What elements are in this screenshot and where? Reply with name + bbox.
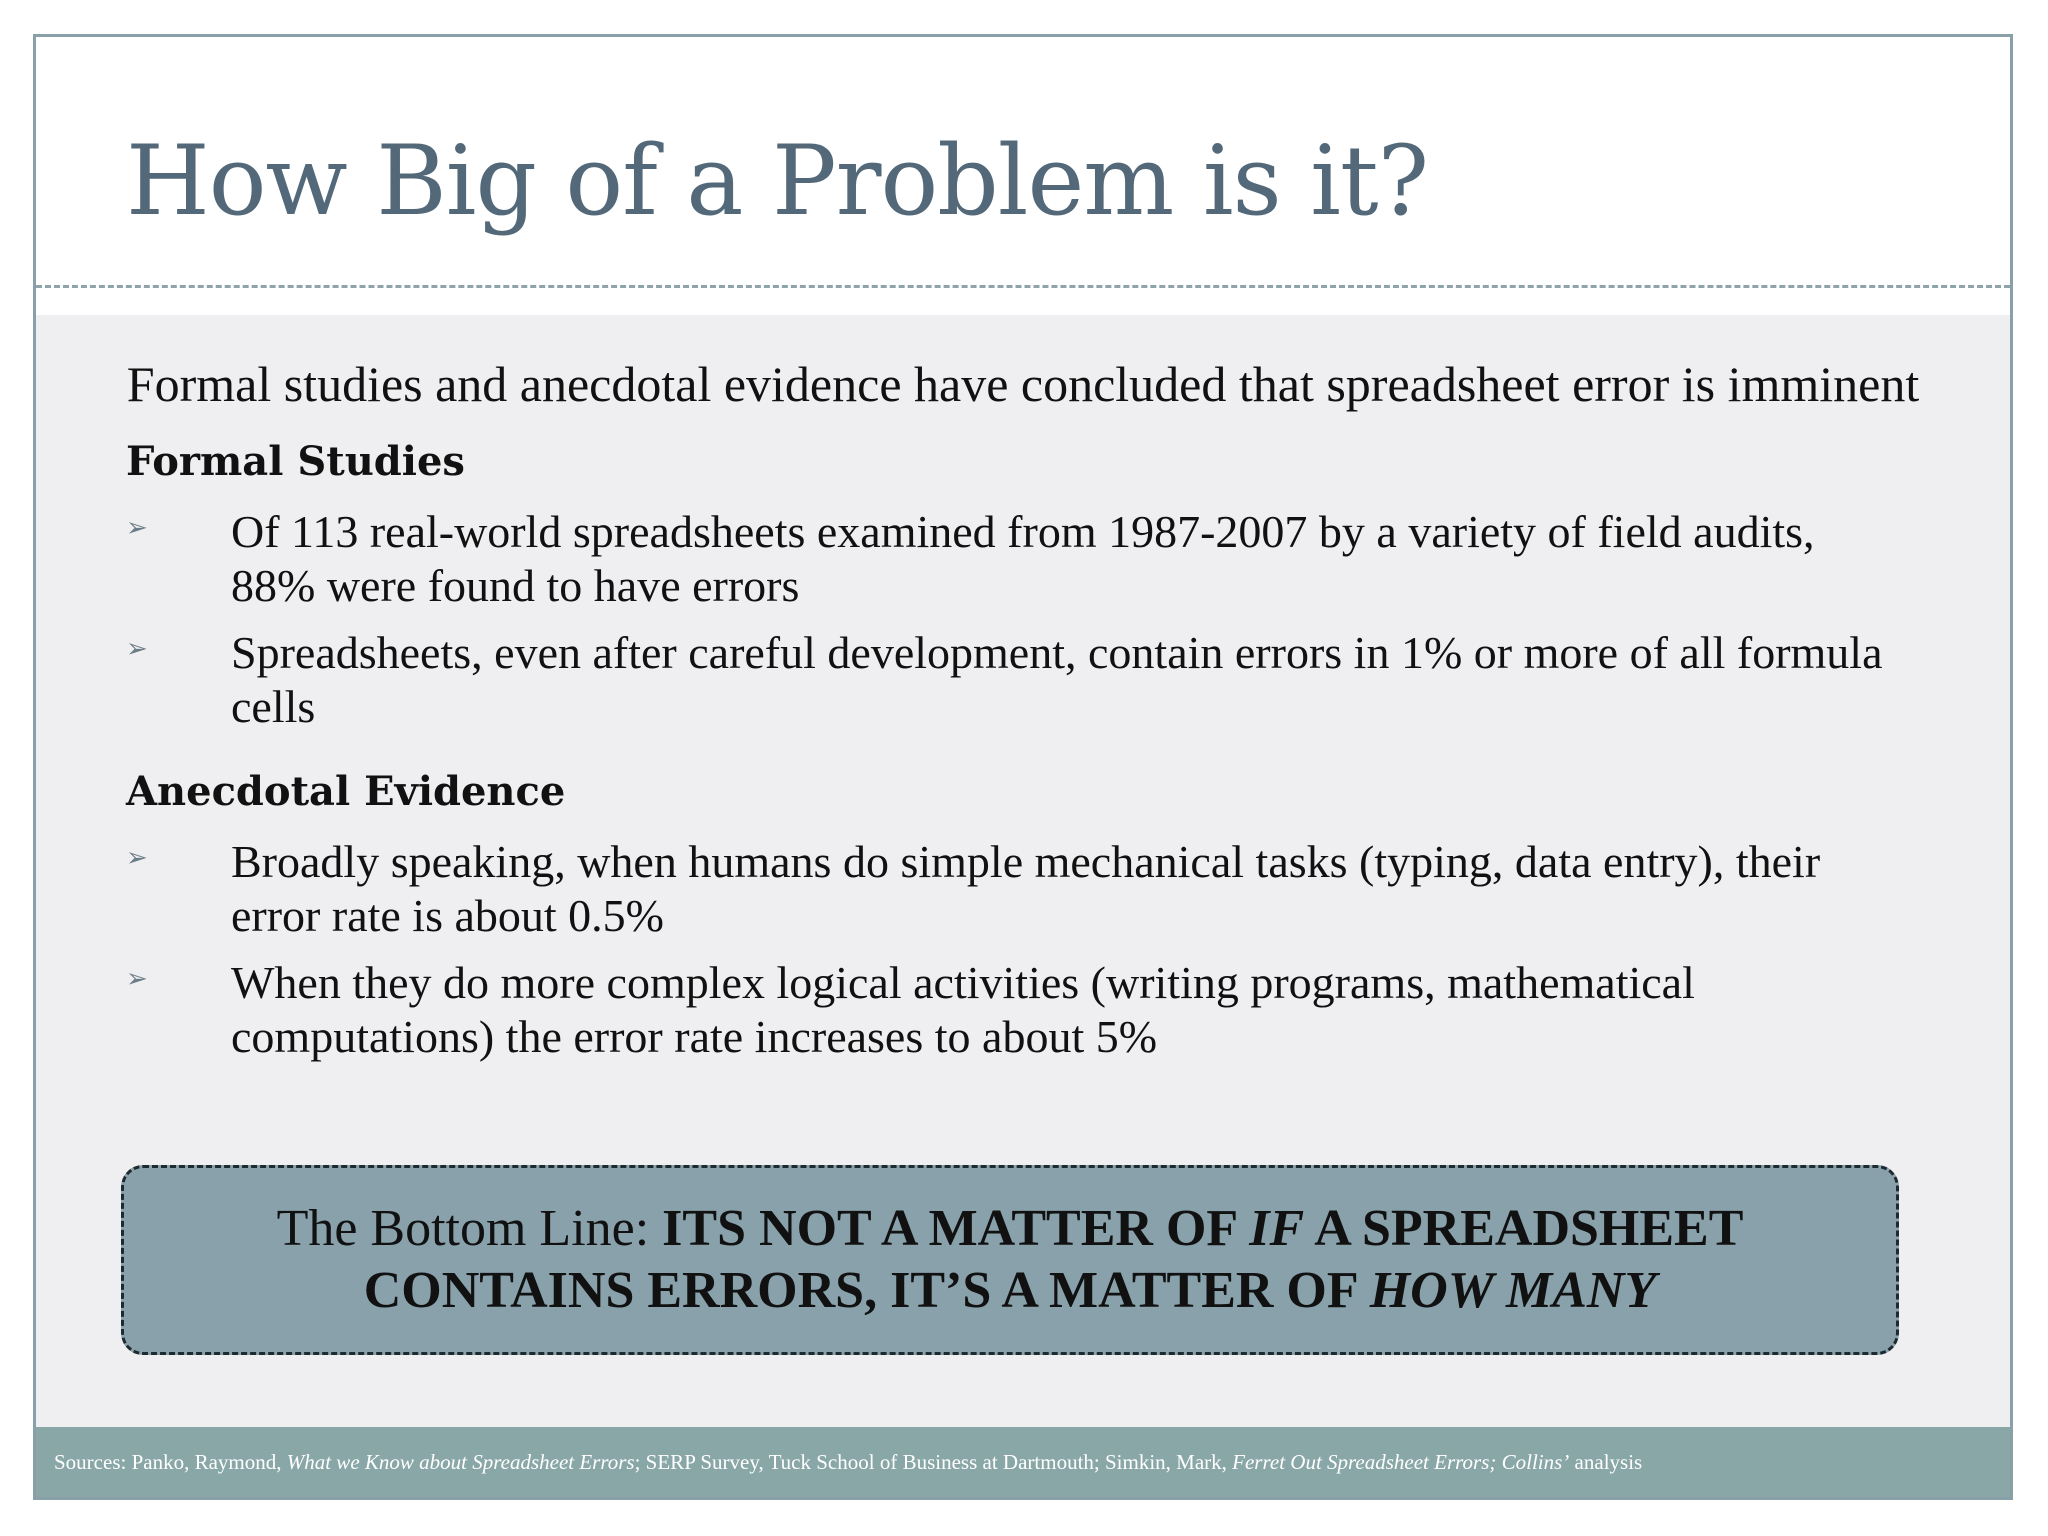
- arrowhead-bullet-icon: ➢: [126, 963, 148, 994]
- bullet-text: Spreadsheets, even after careful development, contain errors in 1% or more of all formula cells: [231, 626, 1883, 732]
- sources-part3: analysis: [1569, 1449, 1643, 1474]
- list-item: [126, 956, 1900, 1065]
- intro-statement: Formal studies and anecdotal evidence have concluded that spreadsheet error is imminent: [126, 356, 1920, 412]
- formal-studies-list: [126, 505, 1900, 746]
- bottom-line-part1: ITS NOT A MATTER OF: [662, 1199, 1250, 1257]
- section-heading-anecdotal-evidence: Anecdotal Evidence: [126, 768, 566, 815]
- bullet-text: Broadly speaking, when humans do simple mechanical tasks (typing, data entry), their error rate is about 0.5%: [231, 836, 1821, 942]
- bottom-line-italic-how-many: HOW MANY: [1369, 1262, 1657, 1319]
- arrowhead-bullet-icon: ➢: [126, 843, 148, 873]
- bullet-text: When they do more complex logical activities (writing programs, mathematical computations) the error rate increases to about 5%: [231, 956, 1695, 1062]
- slide-title: How Big of a Problem is it?: [126, 125, 1429, 237]
- title-divider: [36, 285, 2010, 288]
- bottom-line-callout: [121, 1165, 1899, 1355]
- bullet-text: Of 113 real-world spreadsheets examined from 1987-2007 by a variety of field audits, 88% were found to have errors: [231, 506, 1815, 612]
- arrowhead-bullet-icon: ➢: [126, 633, 148, 664]
- sources-title-panko: What we Know about Spreadsheet Errors: [286, 1449, 635, 1474]
- bottom-line-italic-if: IF: [1249, 1199, 1305, 1257]
- content-area: [36, 315, 2010, 1467]
- bottom-line-prefix: The Bottom Line:: [276, 1199, 663, 1257]
- sources-part1: Sources: Panko, Raymond,: [54, 1449, 287, 1474]
- arrowhead-bullet-icon: ➢: [126, 513, 148, 543]
- title-area: [36, 37, 2010, 287]
- list-item: [126, 505, 1900, 614]
- slide: [33, 34, 2013, 1500]
- anecdotal-evidence-list: [126, 835, 1900, 1076]
- section-heading-formal-studies: Formal Studies: [126, 438, 465, 485]
- sources-title-simkin: Ferret Out Spreadsheet Errors; Collins’: [1232, 1449, 1570, 1474]
- bottom-line-part2: A SPREADSHEET CONTAINS ERRORS, IT’S A MATTER OF: [363, 1199, 1744, 1319]
- list-item: [126, 626, 1900, 735]
- sources-footer: [36, 1427, 2010, 1497]
- bottom-line-text: [124, 1198, 1896, 1323]
- list-item: [126, 835, 1900, 944]
- sources-text: [54, 1450, 1642, 1475]
- sources-part2: ; SERP Survey, Tuck School of Business at Dartmouth; Simkin, Mark,: [634, 1449, 1233, 1474]
